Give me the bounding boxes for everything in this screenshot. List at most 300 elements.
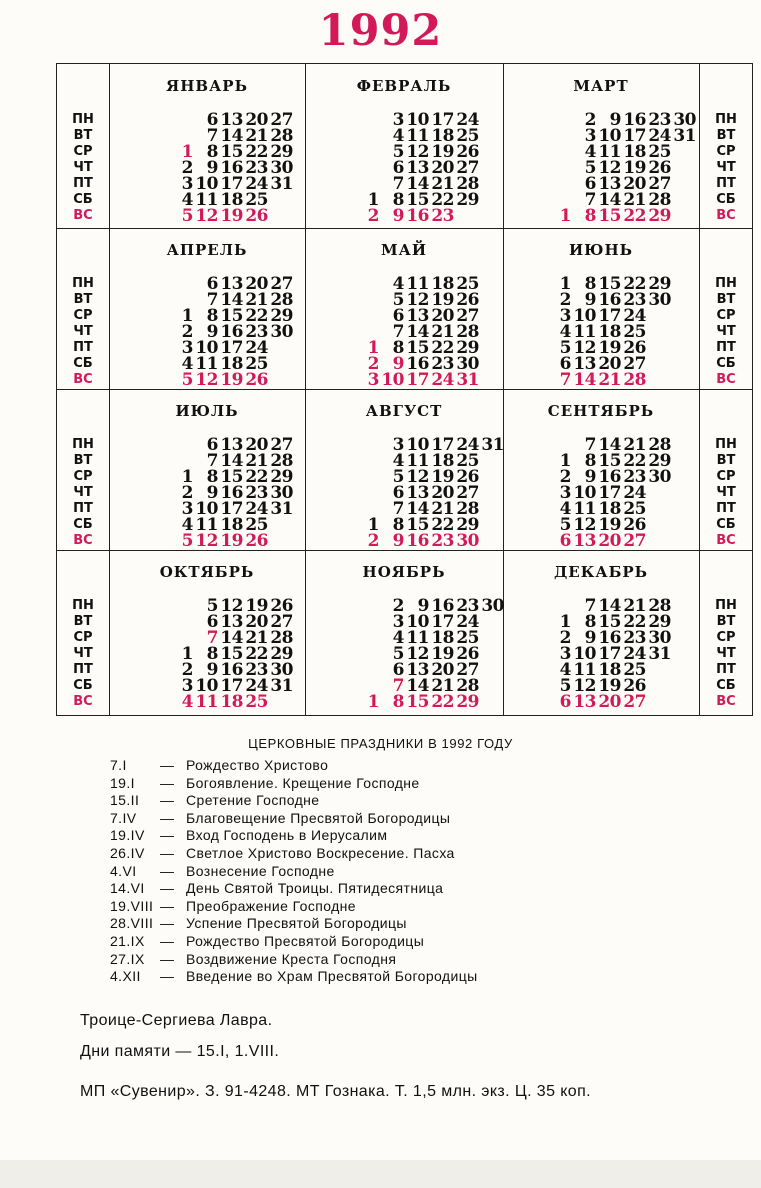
month-name: ИЮНЬ — [568, 241, 634, 259]
day-number: 29 — [648, 274, 671, 294]
day-number: 17 — [431, 435, 454, 455]
day-number: 8 — [392, 692, 404, 712]
day-number: 10 — [406, 110, 429, 130]
holiday-date: 19.IV — [110, 827, 145, 844]
day-number: 24 — [245, 338, 268, 358]
day-number: 12 — [573, 338, 596, 358]
holiday-name: Богоявление. Крещение Господне — [186, 774, 420, 791]
day-number: 13 — [406, 660, 429, 680]
day-number: 13 — [220, 274, 243, 294]
day-number: 28 — [456, 676, 479, 696]
weekday-label: ЧТ — [73, 324, 93, 339]
day-number: 5 — [559, 338, 571, 358]
weekday-label: ПН — [715, 112, 737, 127]
weekday-labels — [57, 112, 109, 224]
day-number: 11 — [406, 126, 429, 146]
day-number: 23 — [431, 206, 454, 226]
day-number: 5 — [559, 515, 571, 535]
day-number: 20 — [245, 612, 268, 632]
day-number: 19 — [431, 467, 454, 487]
weekday-label: ВС — [73, 694, 93, 709]
day-number: 31 — [270, 676, 293, 696]
day-number: 3 — [559, 306, 571, 326]
day-number: 18 — [431, 126, 454, 146]
day-number: 29 — [270, 306, 293, 326]
day-number: 1 — [559, 451, 571, 471]
day-number: 31 — [270, 174, 293, 194]
day-number: 28 — [648, 190, 671, 210]
holiday-date: 19.VIII — [110, 897, 154, 914]
day-number: 27 — [270, 110, 293, 130]
day-number: 9 — [206, 322, 218, 342]
day-number: 21 — [431, 174, 454, 194]
holiday-date: 7.I — [110, 757, 127, 773]
day-number: 25 — [245, 692, 268, 712]
holiday-name: День Святой Троицы. Пятидесятница — [186, 880, 444, 897]
day-number: 18 — [431, 451, 454, 471]
day-number: 15 — [220, 644, 243, 664]
day-number: 27 — [623, 354, 646, 374]
weekday-label: ЧТ — [716, 160, 736, 175]
day-number: 4 — [181, 190, 193, 210]
day-number: 8 — [584, 274, 596, 294]
day-number: 11 — [406, 628, 429, 648]
day-number: 5 — [181, 531, 193, 551]
calendar-grid — [56, 63, 753, 716]
weekday-label: ВС — [716, 372, 736, 387]
holiday-date: 4.VI — [110, 862, 137, 879]
day-number: 9 — [206, 660, 218, 680]
holiday-name: Рождество Христово — [186, 757, 329, 773]
weekday-label: СБ — [73, 517, 93, 532]
day-number: 1 — [181, 644, 193, 664]
day-number: 6 — [584, 174, 596, 194]
day-number: 15 — [220, 467, 243, 487]
day-number: 14 — [598, 596, 621, 616]
day-number: 26 — [456, 644, 479, 664]
month-name: ИЮЛЬ — [175, 402, 239, 420]
day-number: 18 — [220, 692, 243, 712]
holiday-date: 27.IX — [110, 950, 145, 967]
grid-horizontal-line — [57, 228, 752, 229]
day-number: 28 — [270, 451, 293, 471]
holiday-date: 21.IX — [110, 933, 145, 949]
day-number: 7 — [559, 370, 571, 390]
weekday-labels — [57, 276, 109, 388]
day-number: 24 — [623, 483, 646, 503]
day-number: 23 — [623, 467, 646, 487]
day-number: 21 — [623, 435, 646, 455]
day-number: 24 — [623, 644, 646, 664]
day-number: 22 — [623, 451, 646, 471]
day-number: 13 — [220, 612, 243, 632]
weekday-label: СБ — [73, 356, 93, 371]
day-number: 6 — [392, 483, 404, 503]
day-number: 5 — [206, 596, 218, 616]
day-number: 23 — [245, 660, 268, 680]
day-number: 14 — [598, 190, 621, 210]
day-number: 11 — [195, 515, 218, 535]
holiday-dash: — — [160, 757, 175, 773]
day-number: 13 — [573, 354, 596, 374]
day-number: 1 — [367, 515, 379, 535]
day-number: 28 — [648, 435, 671, 455]
day-number: 6 — [206, 612, 218, 632]
day-number: 28 — [623, 370, 646, 390]
day-number: 22 — [431, 515, 454, 535]
day-number: 3 — [367, 370, 379, 390]
day-number: 19 — [623, 158, 646, 178]
day-number: 2 — [584, 110, 596, 130]
holiday-dash: — — [160, 915, 175, 932]
day-number: 23 — [623, 628, 646, 648]
holiday-row — [110, 862, 335, 880]
day-number: 13 — [406, 158, 429, 178]
day-number: 10 — [195, 499, 218, 519]
day-number: 9 — [206, 158, 218, 178]
day-number: 20 — [431, 306, 454, 326]
day-number: 10 — [406, 612, 429, 632]
weekday-label: ВТ — [716, 292, 736, 307]
day-number: 21 — [245, 628, 268, 648]
day-number: 13 — [573, 531, 596, 551]
day-number: 7 — [206, 126, 218, 146]
day-number: 28 — [456, 174, 479, 194]
day-number: 4 — [559, 499, 571, 519]
day-number: 4 — [181, 692, 193, 712]
day-number: 17 — [220, 676, 243, 696]
weekday-label: ПТ — [716, 176, 736, 191]
day-number: 16 — [406, 531, 429, 551]
holiday-date: 4.XII — [110, 968, 141, 985]
day-number: 20 — [245, 110, 268, 130]
day-number: 30 — [481, 596, 504, 616]
day-number: 9 — [392, 354, 404, 374]
day-number: 11 — [573, 322, 596, 342]
weekday-label: СР — [716, 308, 736, 323]
day-number: 17 — [598, 483, 621, 503]
month-name: НОЯБРЬ — [362, 563, 446, 581]
day-number: 6 — [206, 435, 218, 455]
day-number: 29 — [456, 338, 479, 358]
day-number: 3 — [181, 676, 193, 696]
day-number: 19 — [220, 531, 243, 551]
day-number: 18 — [431, 274, 454, 294]
day-number: 23 — [648, 110, 671, 130]
day-number: 3 — [181, 499, 193, 519]
weekday-label: ВС — [716, 208, 736, 223]
day-number: 8 — [584, 612, 596, 632]
weekday-label: ПН — [72, 276, 94, 291]
holiday-date: 14.VI — [110, 880, 145, 897]
day-number: 30 — [270, 483, 293, 503]
day-number: 1 — [367, 692, 379, 712]
weekday-label: ЧТ — [73, 646, 93, 661]
day-number: 20 — [598, 531, 621, 551]
day-number: 25 — [456, 274, 479, 294]
weekday-label: СБ — [716, 192, 736, 207]
day-number: 4 — [392, 451, 404, 471]
holiday-name: Введение во Храм Пресвятой Богородицы — [186, 968, 478, 985]
day-number: 18 — [431, 628, 454, 648]
day-number: 31 — [270, 499, 293, 519]
day-number: 13 — [598, 174, 621, 194]
day-number: 30 — [270, 660, 293, 680]
day-number: 26 — [456, 290, 479, 310]
day-number: 17 — [220, 499, 243, 519]
day-number: 17 — [431, 612, 454, 632]
day-number: 2 — [559, 628, 571, 648]
day-number: 15 — [598, 206, 621, 226]
day-number: 23 — [245, 158, 268, 178]
day-number: 29 — [648, 451, 671, 471]
day-number: 14 — [406, 499, 429, 519]
weekday-label: СБ — [73, 678, 93, 693]
day-number: 11 — [598, 142, 621, 162]
day-number: 16 — [598, 290, 621, 310]
day-number: 18 — [598, 660, 621, 680]
day-number: 8 — [584, 451, 596, 471]
day-number: 9 — [206, 483, 218, 503]
month-name: ФЕВРАЛЬ — [356, 77, 452, 95]
day-number: 1 — [367, 338, 379, 358]
day-number: 7 — [584, 596, 596, 616]
day-number: 7 — [206, 290, 218, 310]
weekday-label: ПТ — [716, 340, 736, 355]
day-number: 17 — [406, 370, 429, 390]
day-number: 2 — [181, 322, 193, 342]
day-number: 24 — [456, 110, 479, 130]
day-number: 24 — [456, 435, 479, 455]
day-number: 6 — [392, 660, 404, 680]
day-number: 26 — [245, 206, 268, 226]
holiday-dash: — — [160, 933, 175, 949]
day-number: 8 — [206, 467, 218, 487]
grid-horizontal-line — [57, 389, 752, 390]
day-number: 6 — [559, 354, 571, 374]
day-number: 30 — [648, 467, 671, 487]
day-number: 12 — [195, 206, 218, 226]
day-number: 11 — [195, 354, 218, 374]
day-number: 16 — [406, 206, 429, 226]
day-number: 3 — [559, 644, 571, 664]
weekday-label: ПН — [72, 598, 94, 613]
day-number: 14 — [220, 628, 243, 648]
day-number: 18 — [220, 515, 243, 535]
footer-imprint: МП «Сувенир». З. 91-4248. МТ Гознака. Т. 1,5 млн. экз. Ц. 35 коп. — [80, 1083, 592, 1100]
day-number: 24 — [245, 174, 268, 194]
day-number: 3 — [584, 126, 596, 146]
day-number: 5 — [181, 206, 193, 226]
day-number: 24 — [245, 499, 268, 519]
holiday-row — [110, 809, 450, 827]
weekday-label: ПН — [715, 437, 737, 452]
day-number: 1 — [559, 612, 571, 632]
weekday-label: ВТ — [716, 453, 736, 468]
day-number: 25 — [623, 322, 646, 342]
day-number: 21 — [245, 126, 268, 146]
day-number: 21 — [598, 370, 621, 390]
day-number: 7 — [392, 499, 404, 519]
day-number: 30 — [456, 354, 479, 374]
day-number: 5 — [392, 467, 404, 487]
weekday-label: СР — [73, 630, 93, 645]
day-number: 14 — [406, 322, 429, 342]
day-number: 20 — [598, 692, 621, 712]
day-number: 29 — [648, 206, 671, 226]
day-number: 10 — [598, 126, 621, 146]
day-number: 24 — [245, 676, 268, 696]
day-number: 26 — [648, 158, 671, 178]
day-number: 29 — [456, 692, 479, 712]
day-number: 18 — [220, 190, 243, 210]
weekday-label: ВС — [716, 694, 736, 709]
day-number: 22 — [245, 142, 268, 162]
weekday-label: СР — [716, 144, 736, 159]
holiday-dash: — — [160, 827, 175, 844]
day-number: 22 — [623, 612, 646, 632]
day-number: 15 — [220, 142, 243, 162]
month-name: ОКТЯБРЬ — [159, 563, 255, 581]
day-number: 27 — [648, 174, 671, 194]
weekday-label: ПН — [72, 112, 94, 127]
day-number: 16 — [623, 110, 646, 130]
day-number: 7 — [584, 190, 596, 210]
day-number: 2 — [367, 206, 379, 226]
day-number: 16 — [220, 158, 243, 178]
day-number: 27 — [270, 612, 293, 632]
day-number: 8 — [392, 190, 404, 210]
day-number: 19 — [245, 596, 268, 616]
holiday-date: 26.IV — [110, 845, 145, 861]
month-name: ДЕКАБРЬ — [553, 563, 649, 581]
holiday-dash: — — [160, 845, 175, 861]
day-number: 26 — [623, 676, 646, 696]
day-number: 12 — [220, 596, 243, 616]
day-number: 25 — [456, 451, 479, 471]
day-number: 5 — [559, 676, 571, 696]
day-number: 8 — [206, 644, 218, 664]
month-name: ЯНВАРЬ — [166, 77, 248, 95]
day-number: 26 — [245, 370, 268, 390]
holiday-dash: — — [160, 862, 175, 879]
day-number: 7 — [206, 451, 218, 471]
day-number: 3 — [392, 612, 404, 632]
day-number: 1 — [559, 274, 571, 294]
month-name: АПРЕЛЬ — [166, 241, 248, 259]
holiday-date: 28.VIII — [110, 915, 154, 932]
day-number: 12 — [598, 158, 621, 178]
holiday-row — [110, 756, 328, 774]
day-number: 12 — [573, 515, 596, 535]
day-number: 16 — [598, 628, 621, 648]
day-number: 15 — [406, 338, 429, 358]
day-number: 25 — [245, 190, 268, 210]
day-number: 16 — [431, 596, 454, 616]
day-number: 2 — [181, 483, 193, 503]
day-number: 25 — [456, 126, 479, 146]
holiday-row — [110, 826, 387, 844]
day-number: 20 — [245, 274, 268, 294]
day-number: 14 — [220, 290, 243, 310]
day-number: 25 — [623, 499, 646, 519]
day-number: 10 — [573, 644, 596, 664]
holiday-name: Преображение Господне — [186, 897, 356, 914]
day-number: 13 — [406, 483, 429, 503]
day-number: 22 — [245, 467, 268, 487]
holiday-dash: — — [160, 897, 175, 914]
holiday-date: 15.II — [110, 792, 140, 809]
month-name: СЕНТЯБРЬ — [547, 402, 655, 420]
weekday-label: ВС — [716, 533, 736, 548]
day-number: 16 — [220, 483, 243, 503]
day-number: 1 — [367, 190, 379, 210]
day-number: 22 — [623, 274, 646, 294]
day-number: 3 — [392, 435, 404, 455]
day-number: 2 — [181, 660, 193, 680]
day-number: 13 — [573, 692, 596, 712]
day-number: 10 — [406, 435, 429, 455]
day-number: 22 — [431, 338, 454, 358]
day-number: 8 — [584, 206, 596, 226]
weekday-label: ПТ — [716, 662, 736, 677]
day-number: 9 — [417, 596, 429, 616]
day-number: 12 — [406, 290, 429, 310]
month-name: МАРТ — [573, 77, 629, 95]
holiday-name: Вознесение Господне — [186, 862, 335, 879]
day-number: 11 — [195, 692, 218, 712]
day-number: 26 — [456, 467, 479, 487]
day-number: 23 — [431, 531, 454, 551]
day-number: 4 — [584, 142, 596, 162]
day-number: 21 — [431, 499, 454, 519]
day-number: 8 — [392, 515, 404, 535]
holiday-row — [110, 897, 356, 915]
day-number: 22 — [623, 206, 646, 226]
day-number: 4 — [181, 515, 193, 535]
day-number: 17 — [220, 338, 243, 358]
day-number: 25 — [623, 660, 646, 680]
day-number: 3 — [392, 110, 404, 130]
weekday-labels — [700, 437, 752, 549]
holiday-dash: — — [160, 774, 175, 791]
day-number: 7 — [392, 322, 404, 342]
day-number: 29 — [456, 515, 479, 535]
day-number: 4 — [559, 660, 571, 680]
day-number: 17 — [598, 306, 621, 326]
day-number: 7 — [584, 435, 596, 455]
day-number: 20 — [431, 483, 454, 503]
day-number: 10 — [573, 306, 596, 326]
weekday-label: СР — [716, 469, 736, 484]
weekday-label: СР — [73, 469, 93, 484]
day-number: 15 — [406, 190, 429, 210]
day-number: 22 — [245, 306, 268, 326]
day-number: 14 — [220, 126, 243, 146]
day-number: 9 — [609, 110, 621, 130]
day-number: 28 — [270, 628, 293, 648]
holiday-row — [110, 967, 478, 985]
holiday-name: Сретение Господне — [186, 792, 320, 809]
day-number: 27 — [456, 483, 479, 503]
weekday-labels — [57, 598, 109, 710]
day-number: 18 — [598, 322, 621, 342]
day-number: 29 — [456, 190, 479, 210]
day-number: 19 — [220, 206, 243, 226]
day-number: 3 — [181, 174, 193, 194]
day-number: 25 — [245, 515, 268, 535]
weekday-label: ВС — [73, 208, 93, 223]
